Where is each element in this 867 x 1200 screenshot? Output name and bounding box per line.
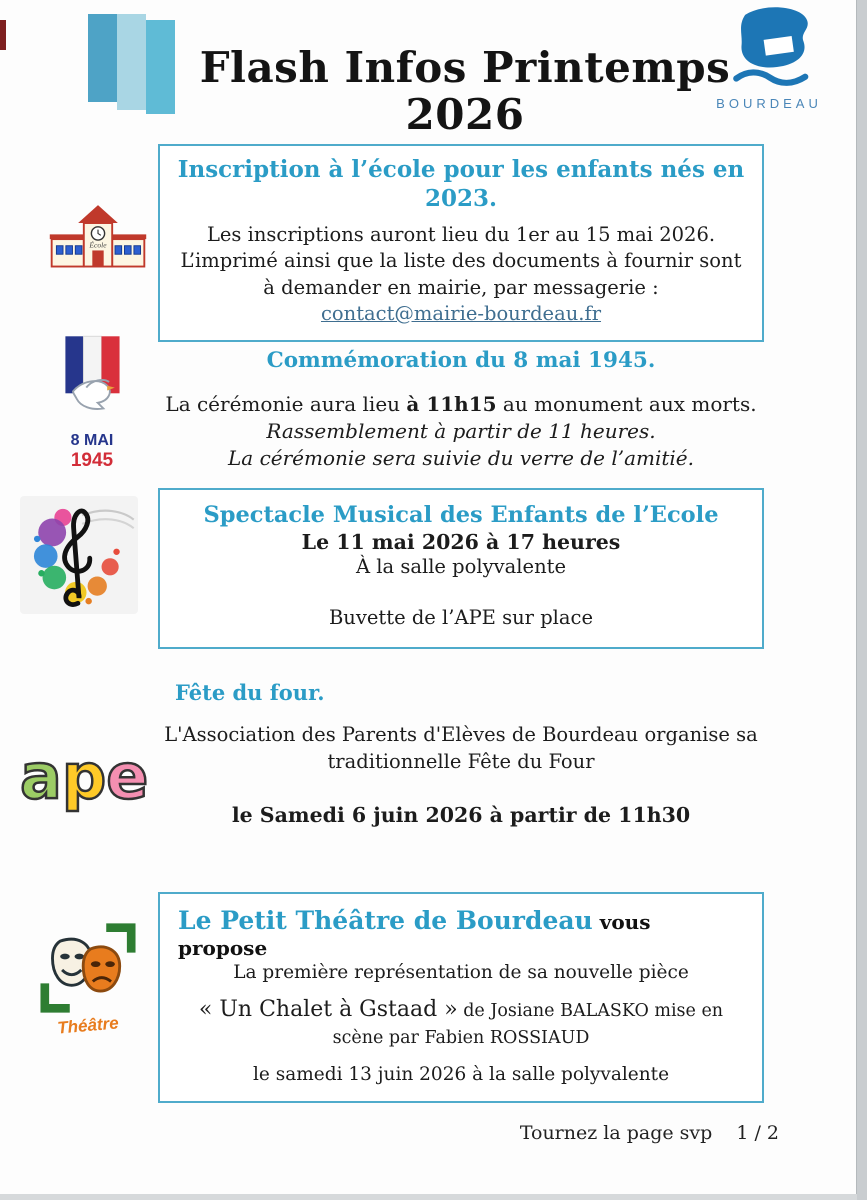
theatre-piece [178,995,744,1050]
inscription-body1: Les inscriptions auront lieu du 1er au 15 mai 2026. [206,222,716,246]
page-footer [520,1122,779,1144]
ape-logo [20,740,149,813]
inscription-heading: Inscription à l’école pour les enfants nés en 2023. [177,156,745,212]
theatre-heading-main: Le Petit Théâtre de Bourdeau [178,906,593,935]
theatre-masks-icon [35,920,141,1016]
theatre-line1: La première représentation de sa nouvelle pièce [233,962,689,983]
footer-turn-page: Tournez la page svp [519,1122,713,1144]
theatre-piece-rest: de Josiane BALASKO mise en scène par Fabien ROSSIAUD [332,1001,724,1048]
icon-text-1945: 1945 [70,450,114,471]
fete-body: L'Association des Parents d'Elèves de Bourdeau organise sa traditionnelle Fête du Four [164,723,758,773]
footer-page-number: 1 / 2 [736,1122,779,1144]
fete-date: le Samedi 6 juin 2026 à partir de 11h30 [231,803,691,827]
spectacle-buvette: Buvette de l’APE sur place [328,605,594,629]
section-theatre [158,892,764,1103]
8-mai-1945-icon [50,334,134,472]
ape-letter-e: e [106,740,149,813]
ape-letter-a: a [20,740,62,813]
section-inscription [158,144,764,342]
decorative-stripes [88,14,175,114]
scan-red-mark [0,20,6,50]
music-splatter-icon [20,496,138,614]
spectacle-date: Le 11 mai 2026 à 17 heures [301,530,621,554]
theatre-heading [178,906,744,960]
scan-edge-right [856,0,867,1200]
commemoration-line1-time: à 11h15 [406,391,497,416]
logo-text: BOURDEAU [716,96,822,111]
theatre-heading-rest: vous propose [178,910,651,960]
page-title-line1: Flash Infos Printemps [199,43,731,92]
theatre-line3: le samedi 13 juin 2026 à la salle polyvalente [252,1064,670,1086]
contact-email-link[interactable]: contact@mairie-bourdeau.fr [320,302,602,326]
bourdeau-logo [710,6,828,111]
page-title-line2: 2026 [405,90,525,140]
spectacle-place: À la salle polyvalente [355,555,566,578]
boat-icon [719,6,819,90]
commemoration-line1-pre: La cérémonie aura lieu [165,391,407,416]
commemoration-line1 [158,391,764,418]
school-icon [46,198,150,288]
fete-heading: Fête du four. [175,680,325,705]
commemoration-line2: Rassemblement à partir de 11 heures. [266,419,656,444]
section-spectacle [158,488,764,649]
theatre-piece-title: « Un Chalet à Gstaad » [198,997,458,1022]
theatre-icon [32,920,144,1036]
ape-letter-p: p [61,740,107,813]
commemoration-heading: Commémoration du 8 mai 1945. [266,348,656,373]
spectacle-heading: Spectacle Musical des Enfants de l’Ecole [203,502,719,528]
icon-text-8mai: 8 MAI [70,432,114,449]
section-commemoration [158,348,764,472]
school-icon-label: École [89,240,107,250]
page-title [170,44,760,138]
inscription-body2: L’imprimé ainsi que la liste des documents à fournir sont à demander en mairie, par messagerie : [180,249,742,299]
commemoration-line3: La cérémonie sera suivie du verre de l’amitié. [228,446,694,471]
scan-edge-bottom [0,1194,857,1200]
french-flag-dove-icon [54,334,130,426]
theatre-icon-label: Théâtre [56,1013,120,1038]
commemoration-line1-post: au monument aux morts. [496,391,757,416]
